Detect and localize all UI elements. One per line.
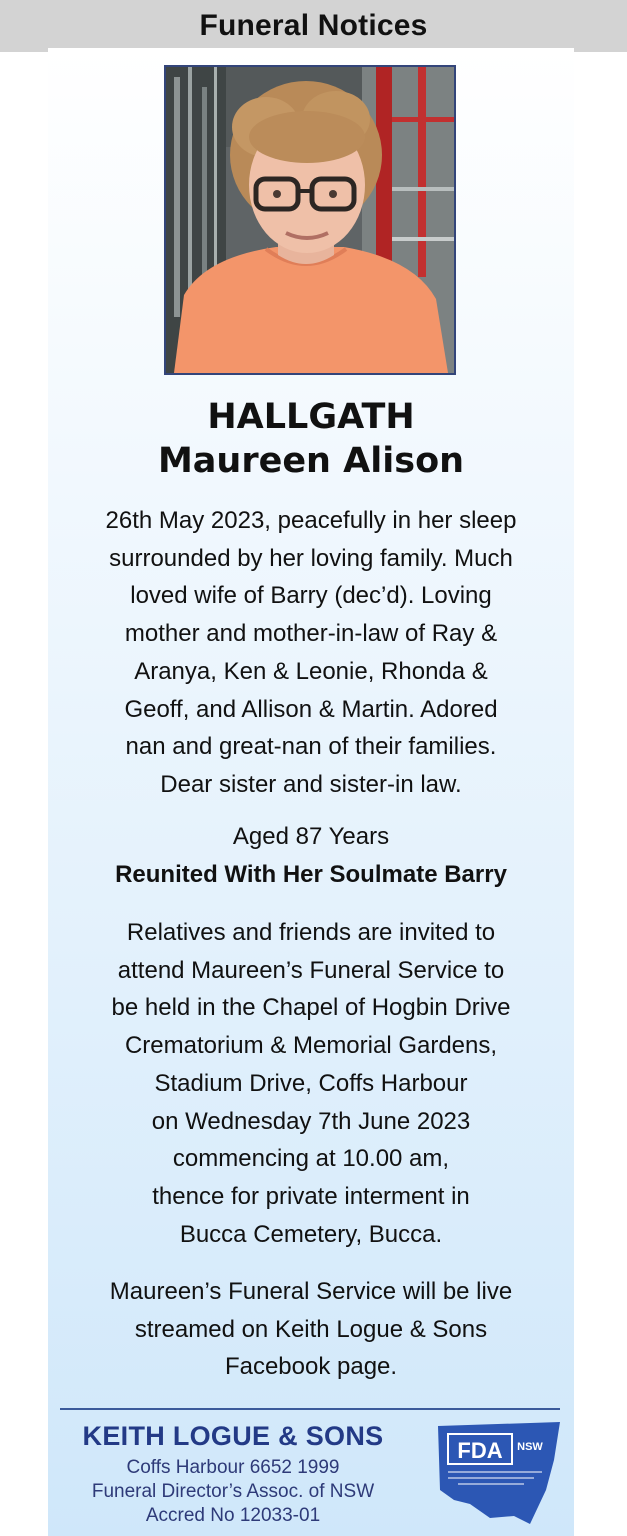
service-line: be held in the Chapel of Hogbin Drive xyxy=(111,994,511,1022)
tagline: Reunited With Her Soulmate Barry xyxy=(115,860,507,888)
age-line: Aged 87 Years xyxy=(232,823,390,850)
deceased-given-names: Maureen Alison xyxy=(157,441,465,481)
association-line: Funeral Director’s Assoc. of NSW xyxy=(91,1481,375,1502)
stream-paragraph xyxy=(48,1273,574,1386)
logo-letters: FDA xyxy=(457,1438,503,1463)
intro-line: 26th May 2023, peacefully in her sleep xyxy=(105,507,517,534)
intro-line: nan and great-nan of their families. xyxy=(125,733,497,761)
service-line: Bucca Cemetery, Bucca. xyxy=(179,1220,443,1248)
funeral-director-details xyxy=(48,1456,418,1528)
intro-line: Geoff, and Allison & Martin. Adored xyxy=(124,695,498,723)
stream-line: Facebook page. xyxy=(224,1353,398,1381)
service-paragraph xyxy=(48,914,574,1253)
stream-line: Maureen’s Funeral Service will be live xyxy=(109,1278,513,1305)
accreditation-line: Accred No 12033-01 xyxy=(145,1505,321,1526)
deceased-surname: HALLGATH xyxy=(207,397,415,437)
funeral-director-name: KEITH LOGUE & SONS xyxy=(82,1421,384,1451)
service-line: Crematorium & Memorial Gardens, xyxy=(124,1032,498,1060)
service-line: attend Maureen’s Funeral Service to xyxy=(117,956,505,984)
intro-line: loved wife of Barry (dec’d). Loving xyxy=(130,582,492,610)
intro-line: Dear sister and sister-in law. xyxy=(160,770,462,798)
service-line: Relatives and friends are invited to xyxy=(126,919,496,946)
funeral-notice xyxy=(48,48,574,1536)
logo-state: NSW xyxy=(517,1441,543,1453)
portrait-photo xyxy=(164,65,456,375)
phone-line: Coffs Harbour 6652 1999 xyxy=(126,1457,340,1478)
service-line: on Wednesday 7th June 2023 xyxy=(151,1107,471,1135)
intro-line: surrounded by her loving family. Much xyxy=(109,544,513,572)
intro-line: mother and mother-in-law of Ray & xyxy=(124,620,498,648)
service-line: commencing at 10.00 am, xyxy=(172,1145,450,1173)
age-block xyxy=(48,818,574,893)
service-line: Stadium Drive, Coffs Harbour xyxy=(154,1069,468,1097)
stream-line: streamed on Keith Logue & Sons xyxy=(134,1315,488,1343)
fda-nsw-logo-icon xyxy=(434,1420,562,1526)
header-bar xyxy=(0,0,627,52)
footer-divider xyxy=(60,1408,560,1410)
page-title: Funeral Notices xyxy=(199,9,428,42)
intro-line: Aranya, Ken & Leonie, Rhonda & xyxy=(134,657,488,685)
intro-paragraph xyxy=(48,502,574,804)
service-line: thence for private interment in xyxy=(152,1182,470,1210)
